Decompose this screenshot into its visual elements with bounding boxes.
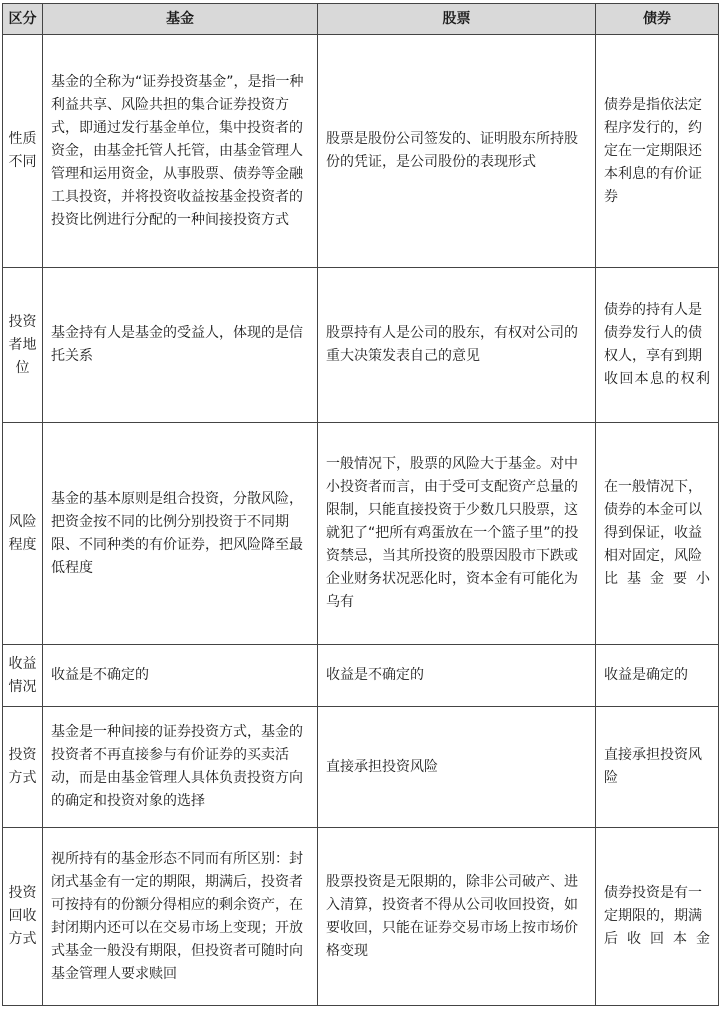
- fund-cell: 基金的基本原则是组合投资，分散风险，把资金按不同的比例分别投资于不同期限、不同种类的有价证券，把风险降至最低程度: [43, 423, 318, 645]
- row-label: 风险程度: [3, 423, 43, 645]
- header-bond: 债券: [596, 4, 719, 35]
- row-label: 投资回收方式: [3, 828, 43, 1006]
- row-label: 性质不同: [3, 35, 43, 268]
- table-row: [3, 268, 719, 423]
- row-label: 投资方式: [3, 707, 43, 828]
- stock-cell: 一般情况下，股票的风险大于基金。对中小投资者而言，由于受可支配资产总量的限制，只能直接投资于少数几只股票，这就犯了“把所有鸡蛋放在一个篮子里”的投资禁忌，当其所投资的股票因股市下跌或企业财务状况恶化时，资本金有可能化为乌有: [318, 423, 596, 645]
- fund-cell: 基金的全称为“证券投资基金”，是指一种利益共享、风险共担的集合证券投资方式，即通过发行基金单位，集中投资者的资金，由基金托管人托管，由基金管理人管理和运用资金，从事股票、债券等金融工具投资，并将投资收益按基金投资者的投资比例进行分配的一种间接投资方式: [43, 35, 318, 268]
- table-row: [3, 35, 719, 268]
- stock-cell: 股票投资是无限期的，除非公司破产、进入清算，投资者不得从公司收回投资，如要收回，只能在证券交易市场上按市场价格变现: [318, 828, 596, 1006]
- stock-cell: 股票持有人是公司的股东，有权对公司的重大决策发表自己的意见: [318, 268, 596, 423]
- fund-cell: 视所持有的基金形态不同而有所区别：封闭式基金有一定的期限，期满后，投资者可按持有的份额分得相应的剩余资产，在封闭期内还可以在交易市场上变现；开放式基金一般没有期限，但投资者可随时向基金管理人要求赎回: [43, 828, 318, 1006]
- table-row: [3, 423, 719, 645]
- table-row: [3, 828, 719, 1006]
- fund-cell: 基金持有人是基金的受益人，体现的是信托关系: [43, 268, 318, 423]
- header-fund: 基金: [43, 4, 318, 35]
- header-row: [3, 4, 719, 35]
- table-row: [3, 645, 719, 707]
- bond-cell: 收益是确定的: [596, 645, 719, 707]
- bond-cell: 直接承担投资风险: [596, 707, 719, 828]
- stock-cell: 收益是不确定的: [318, 645, 596, 707]
- fund-cell: 收益是不确定的: [43, 645, 318, 707]
- bond-cell: 在一般情况下，债券的本金可以得到保证，收益相对固定，风险比基金要小: [596, 423, 719, 645]
- row-label: 收益情况: [3, 645, 43, 707]
- table-row: [3, 707, 719, 828]
- comparison-table: [2, 3, 719, 1006]
- bond-cell: 债券投资是有一定期限的，期满后收回本金: [596, 828, 719, 1006]
- bond-cell: 债券是指依法定程序发行的，约定在一定期限还本利息的有价证券: [596, 35, 719, 268]
- fund-cell: 基金是一种间接的证券投资方式，基金的投资者不再直接参与有价证券的买卖活动，而是由基金管理人具体负责投资方向的确定和投资对象的选择: [43, 707, 318, 828]
- header-category: 区分: [3, 4, 43, 35]
- row-label: 投资者地位: [3, 268, 43, 423]
- header-stock: 股票: [318, 4, 596, 35]
- bond-cell: 债券的持有人是债券发行人的债权人，享有到期收回本息的权利: [596, 268, 719, 423]
- stock-cell: 直接承担投资风险: [318, 707, 596, 828]
- stock-cell: 股票是股份公司签发的、证明股东所持股份的凭证，是公司股份的表现形式: [318, 35, 596, 268]
